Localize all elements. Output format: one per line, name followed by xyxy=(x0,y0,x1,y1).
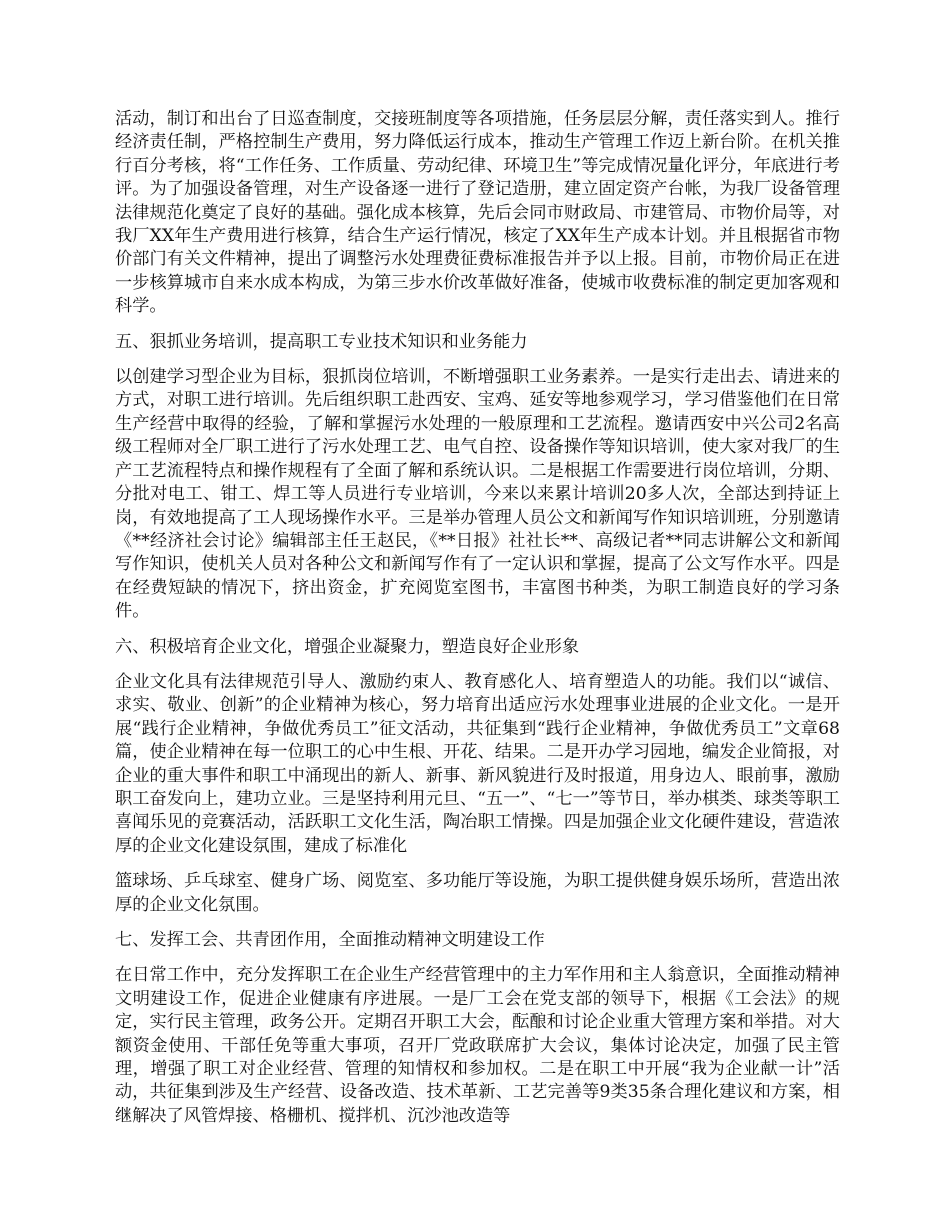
paragraph-union-work: 在日常工作中，充分发挥职工在企业生产经营管理中的主力军作用和主人翁意识，全面推动精神文明建设工作，促进企业健康有序进展。一是厂工会在党支部的领导下，根据《工会法》的规定，实行民主管理，政务公开。定期召开职工大会，酝酿和讨论企业重大管理方案和举措。对大额资金使用、干部任免等重大事项，召开厂党政联席扩大会议，集体讨论决定，加强了民主管理，增强了职工对企业经营、管理的知情权和参加权。二是在职工中开展“我为企业献一计”活动，共征集到涉及生产经营、设备改造、技术革新、工艺完善等9类35条合理化建议和方案，相继解决了风管焊接、格栅机、搅拌机、沉沙池改造等 xyxy=(115,965,840,1126)
paragraph-corporate-culture: 企业文化具有法律规范引导人、激励约束人、教育感化人、培育塑造人的功能。我们以“诚信、求实、敬业、创新”的企业精神为核心，努力培育出适应污水处理事业进展的企业文化。一是开展“践行企业精神，争做优秀员工”征文活动，共征集到“践行企业精神，争做优秀员工”文章68篇，使企业精神在每一位职工的心中生根、开花、结果。二是开办学习园地，编发企业简报，对企业的重大事件和职工中涌现出的新人、新事、新风貌进行及时报道，用身边人、眼前事，激励职工奋发向上，建功立业。三是坚持利用元旦、“五一”、“七一”等节日，举办棋类、球类等职工喜闻乐见的竞赛活动，活跃职工文化生活，陶冶职工情操。四是加强企业文化硬件建设，营造浓厚的企业文化建设氛围，建成了标准化 xyxy=(115,671,840,856)
paragraph-facilities: 篮球场、乒乓球室、健身广场、阅览室、多功能厅等设施，为职工提供健身娱乐场所，营造出浓厚的企业文化氛围。 xyxy=(115,871,840,915)
paragraph-training: 以创建学习型企业为目标，狠抓岗位培训，不断增强职工业务素养。一是实行走出去、请进来的方式，对职工进行培训。先后组织职工赴西安、宝鸡、延安等地参观学习，学习借鉴他们在日常生产经营中取得的经验，了解和掌握污水处理的一般原理和工艺流程。邀请西安中兴公司2名高级工程师对全厂职工进行了污水处理工艺、电气自控、设备操作等知识培训，使大家对我厂的生产工艺流程特点和操作规程有了全面了解和系统认识。二是根据工作需要进行岗位培训，分期、分批对电工、钳工、焊工等人员进行专业培训，今来以来累计培训20多人次，全部达到持证上岗，有效地提高了工人现场操作水平。三是举办管理人员公文和新闻写作知识培训班，分别邀请《**经济社会讨论》编辑部主任王赵民，《**日报》社社长**、高级记者**同志讲解公文和新闻写作知识，使机关人员对各种公文和新闻写作有了一定认识和掌握，提高了公文写作水平。四是在经费短缺的情况下，挤出资金，扩充阅览室图书，丰富图书种类，为职工制造良好的学习条件。 xyxy=(115,367,840,622)
document-page xyxy=(115,108,840,1140)
section-heading-7: 七、发挥工会、共青团作用，全面推动精神文明建设工作 xyxy=(115,930,545,950)
paragraph-management-measures: 活动，制订和出台了日巡查制度，交接班制度等各项措施，任务层层分解，责任落实到人。推行经济责任制，严格控制生产费用，努力降低运行成本，推动生产管理工作迈上新台阶。在机关推行百分考核，将“工作任务、工作质量、劳动纪律、环境卫生”等完成情况量化评分，年底进行考评。为了加强设备管理，对生产设备逐一进行了登记造册，建立固定资产台帐，为我厂设备管理法律规范化奠定了良好的基础。强化成本核算，先后会同市财政局、市建管局、市物价局等，对我厂XX年生产费用进行核算，结合生产运行情况，核定了XX年生产成本计划。并且根据省市物价部门有关文件精神，提出了调整污水处理费征费标准报告并予以上报。目前，市物价局正在进一步核算城市自来水成本构成，为第三步水价改革做好准备，使城市收费标准的制定更加客观和科学。 xyxy=(115,109,840,317)
section-heading-5: 五、狠抓业务培训，提高职工专业技术知识和业务能力 xyxy=(115,331,528,352)
section-heading-6: 六、积极培育企业文化，增强企业凝聚力，塑造良好企业形象 xyxy=(115,636,580,657)
